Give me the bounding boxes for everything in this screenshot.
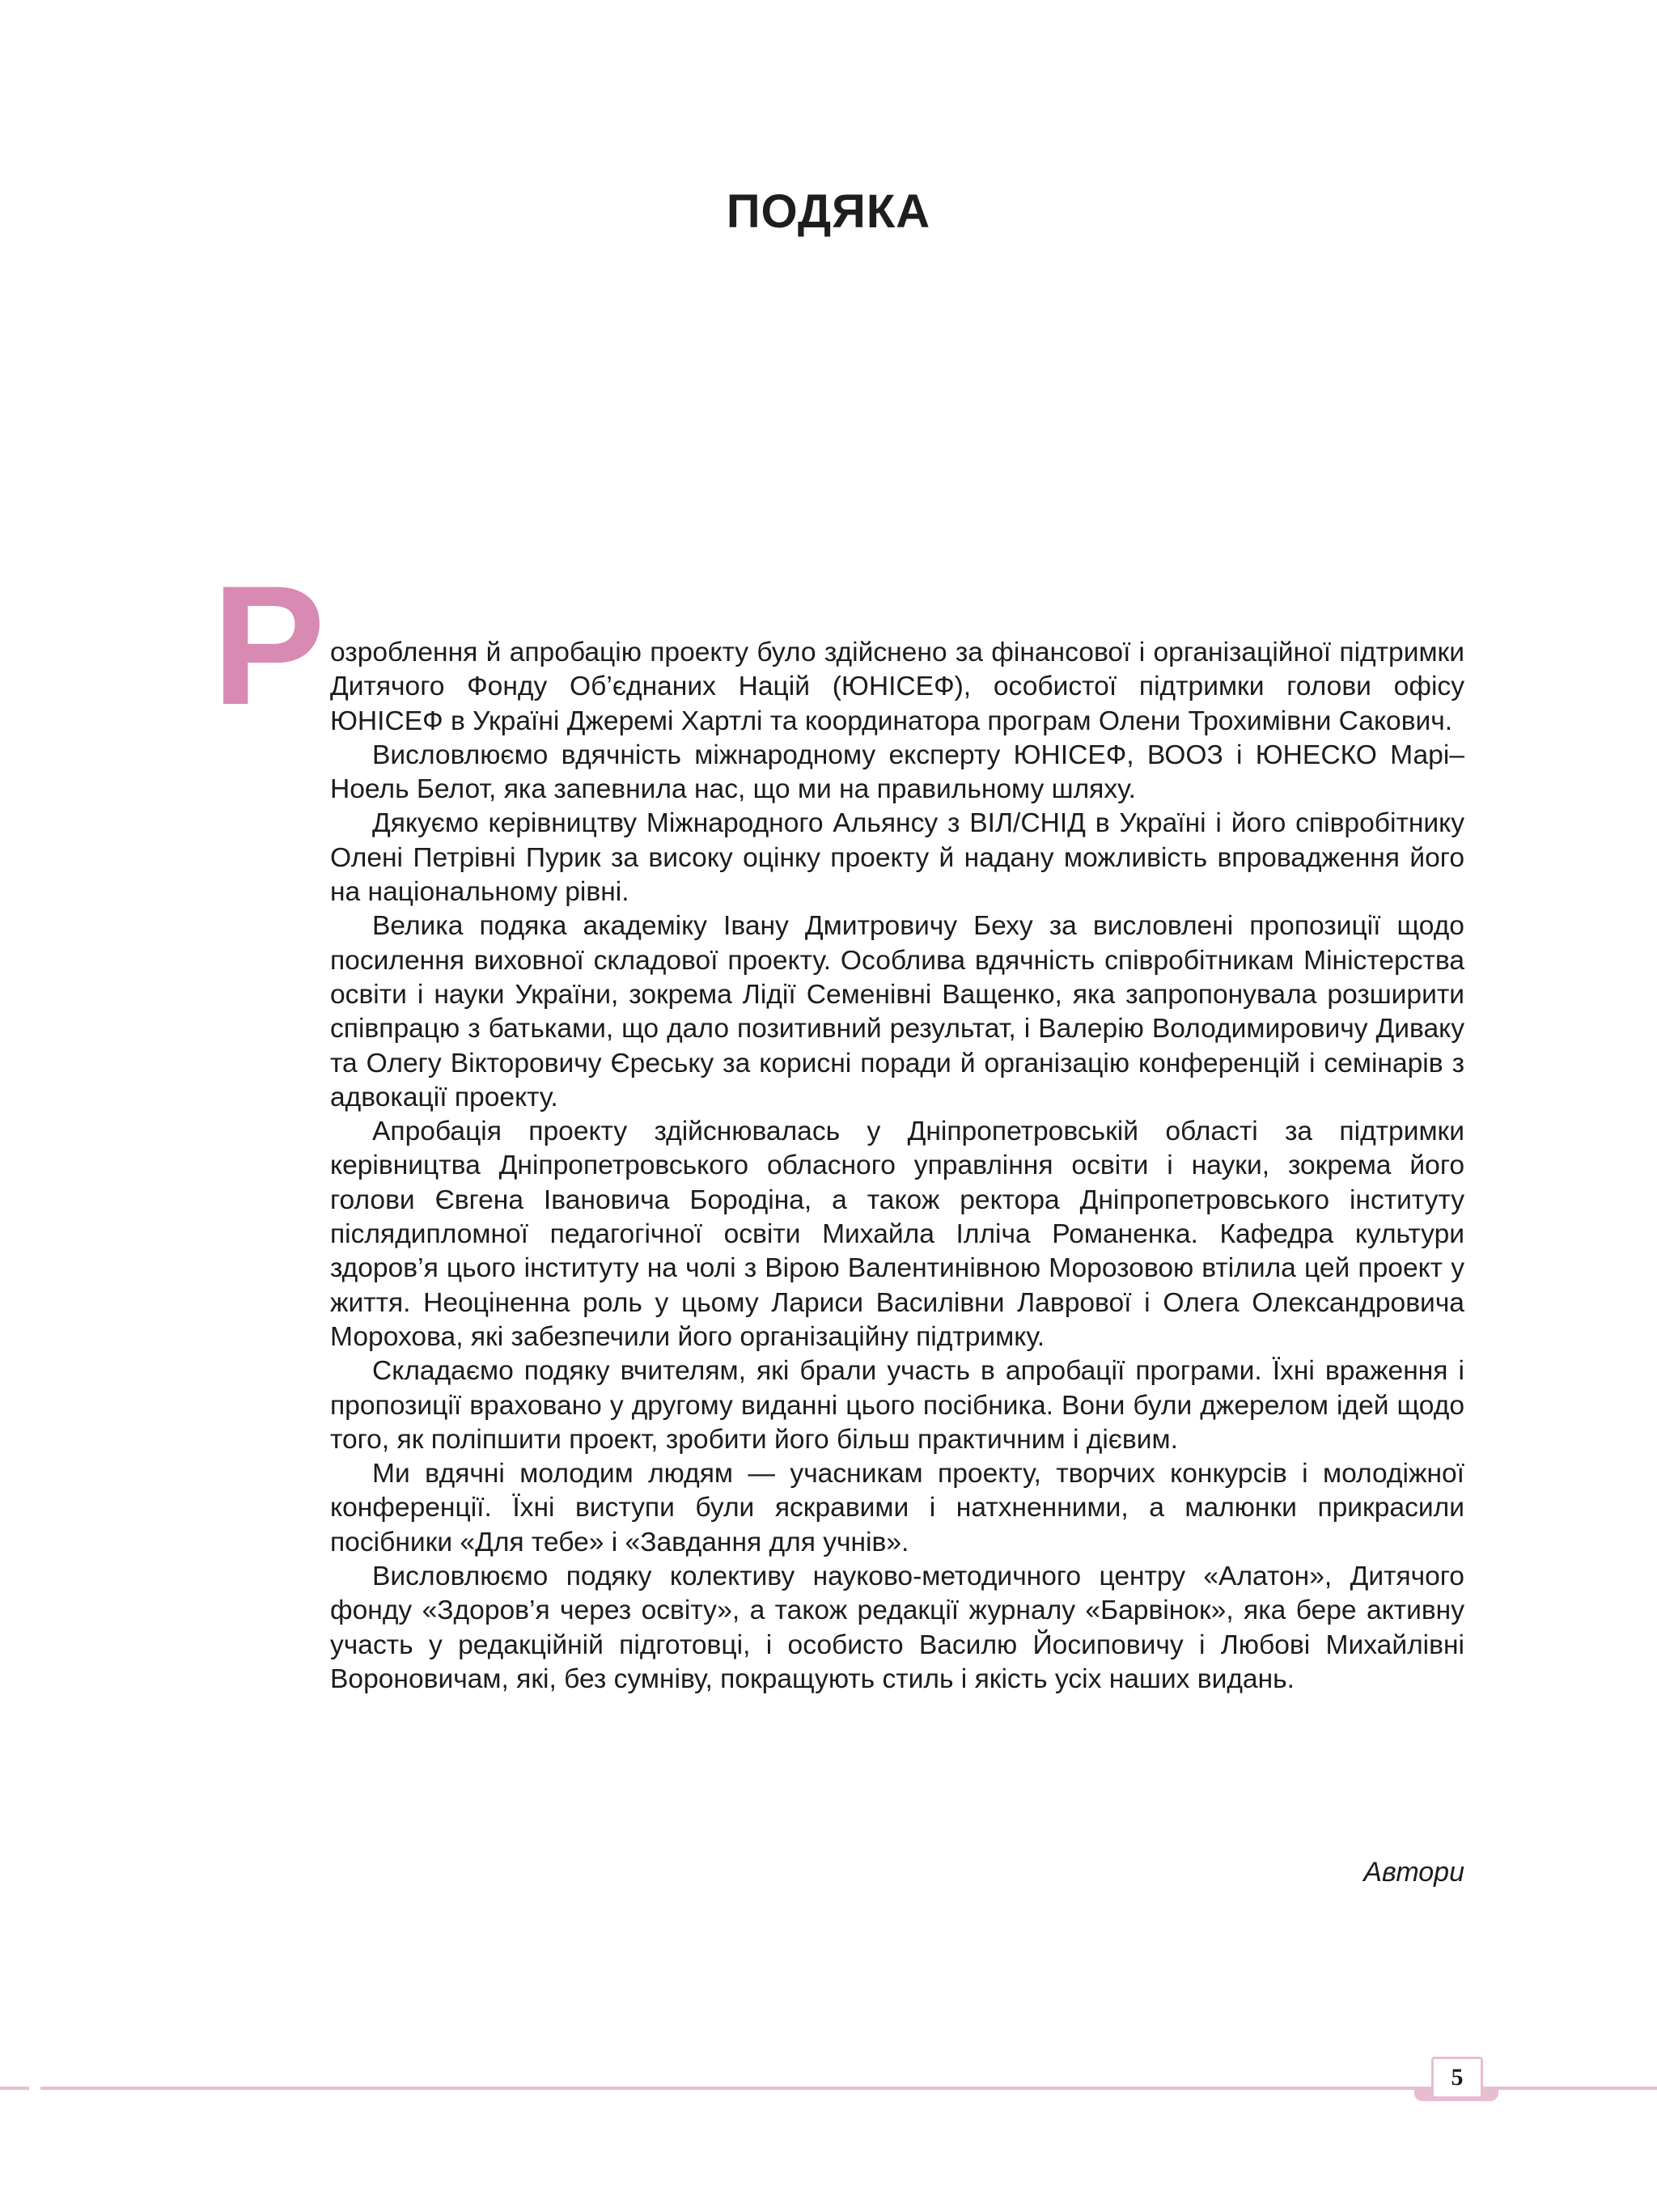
paragraph-4: Велика подяка академіку Івану Дмитровичу Беху за висловлені пропозиції щодо посилення виховної складової проекту. Особлива вдячність співробітникам Міністерства освіти і науки України, зокрема Лідії Семенівні Ващенко, яка запропонувала розширити співпрацю з батьками, що дало позитивний результат, і Валерію Володимировичу Диваку та Олегу Вікторовичу Єреську за корисні поради й організацію конференцій і семінарів з адвокації проекту.	[330, 911, 1464, 1112]
footer-rule-left	[0, 2087, 29, 2090]
paragraph-6: Складаємо подяку вчителям, які брали участь в апробації програми. Їхні враження і пропозиції враховано у другому виданні цього посібника. Вони були джерелом ідей щодо того, як поліпшити проект, зробити його більш практичним і дієвим.	[330, 1356, 1464, 1455]
paragraph-3: Дякуємо керівництву Міжнародного Альянсу з ВІЛ/СНІД в Україні і його співробітнику Олені Петрівні Пурик за високу оцінку проекту й надану можливість впровадження його на національному рівні.	[330, 808, 1464, 908]
paragraph-2: Висловлюємо вдячність міжнародному експерту ЮНІСЕФ, ВООЗ і ЮНЕСКО Марі–Ноель Белот, яка запевнила нас, що ми на правильному шляху.	[330, 739, 1464, 805]
paragraph-7: Ми вдячні молодим людям — учасникам проекту, творчих конкурсів і молодіжної конференції. Їхні виступи були яскравими і натхненними, а малюнки прикрасили посібники «Для тебе» і «Завдання для учнів».	[330, 1459, 1464, 1557]
drop-cap-letter: Р	[212, 550, 326, 740]
paragraph-5: Апробація проекту здійснювалась у Дніпропетровській області за підтримки керівництва Дніпропетровського обласного управління освіти і науки, зокрема його голови Євгена Івановича Бородіна, а також ректора Дніпропетровського інституту післядипломної педагогічної освіти Михайла Ілліча Романенка. Кафедра культури здоров’я цього інституту на чолі з Вірою Валентинівною Морозовою втілила цей проект у життя. Неоціненна роль у цьому Лариси Василівни Лаврової і Олега Олександровича Морохова, які забезпечили його організаційну підтримку.	[330, 1117, 1464, 1352]
page-title: ПОДЯКА	[726, 185, 931, 238]
acknowledgements-body	[330, 636, 1464, 1697]
signature-authors: Автори	[1363, 1857, 1464, 1888]
page-number: 5	[1431, 2057, 1483, 2099]
paragraph-8: Висловлюємо подяку колективу науково-методичного центру «Алатон», Дитячого фонду «Здоров’я через освіту», а також редакції журналу «Барвінок», яка бере активну участь у редакційній підготовці, і особисто Василю Йосиповичу і Любові Михайлівні Вороновичам, які, без сумніву, покращують стиль і якість усіх наших видань.	[330, 1562, 1464, 1694]
paragraph-1: озроблення й апробацію проекту було здійснено за фінансової і організаційної підтримки Дитячого Фонду Об’єднаних Націй (ЮНІСЕФ), особистої підтримки голови офісу ЮНІСЕФ в Україні Джеремі Хартлі та координатора програм Олени Трохимівни Сакович.	[330, 638, 1464, 736]
